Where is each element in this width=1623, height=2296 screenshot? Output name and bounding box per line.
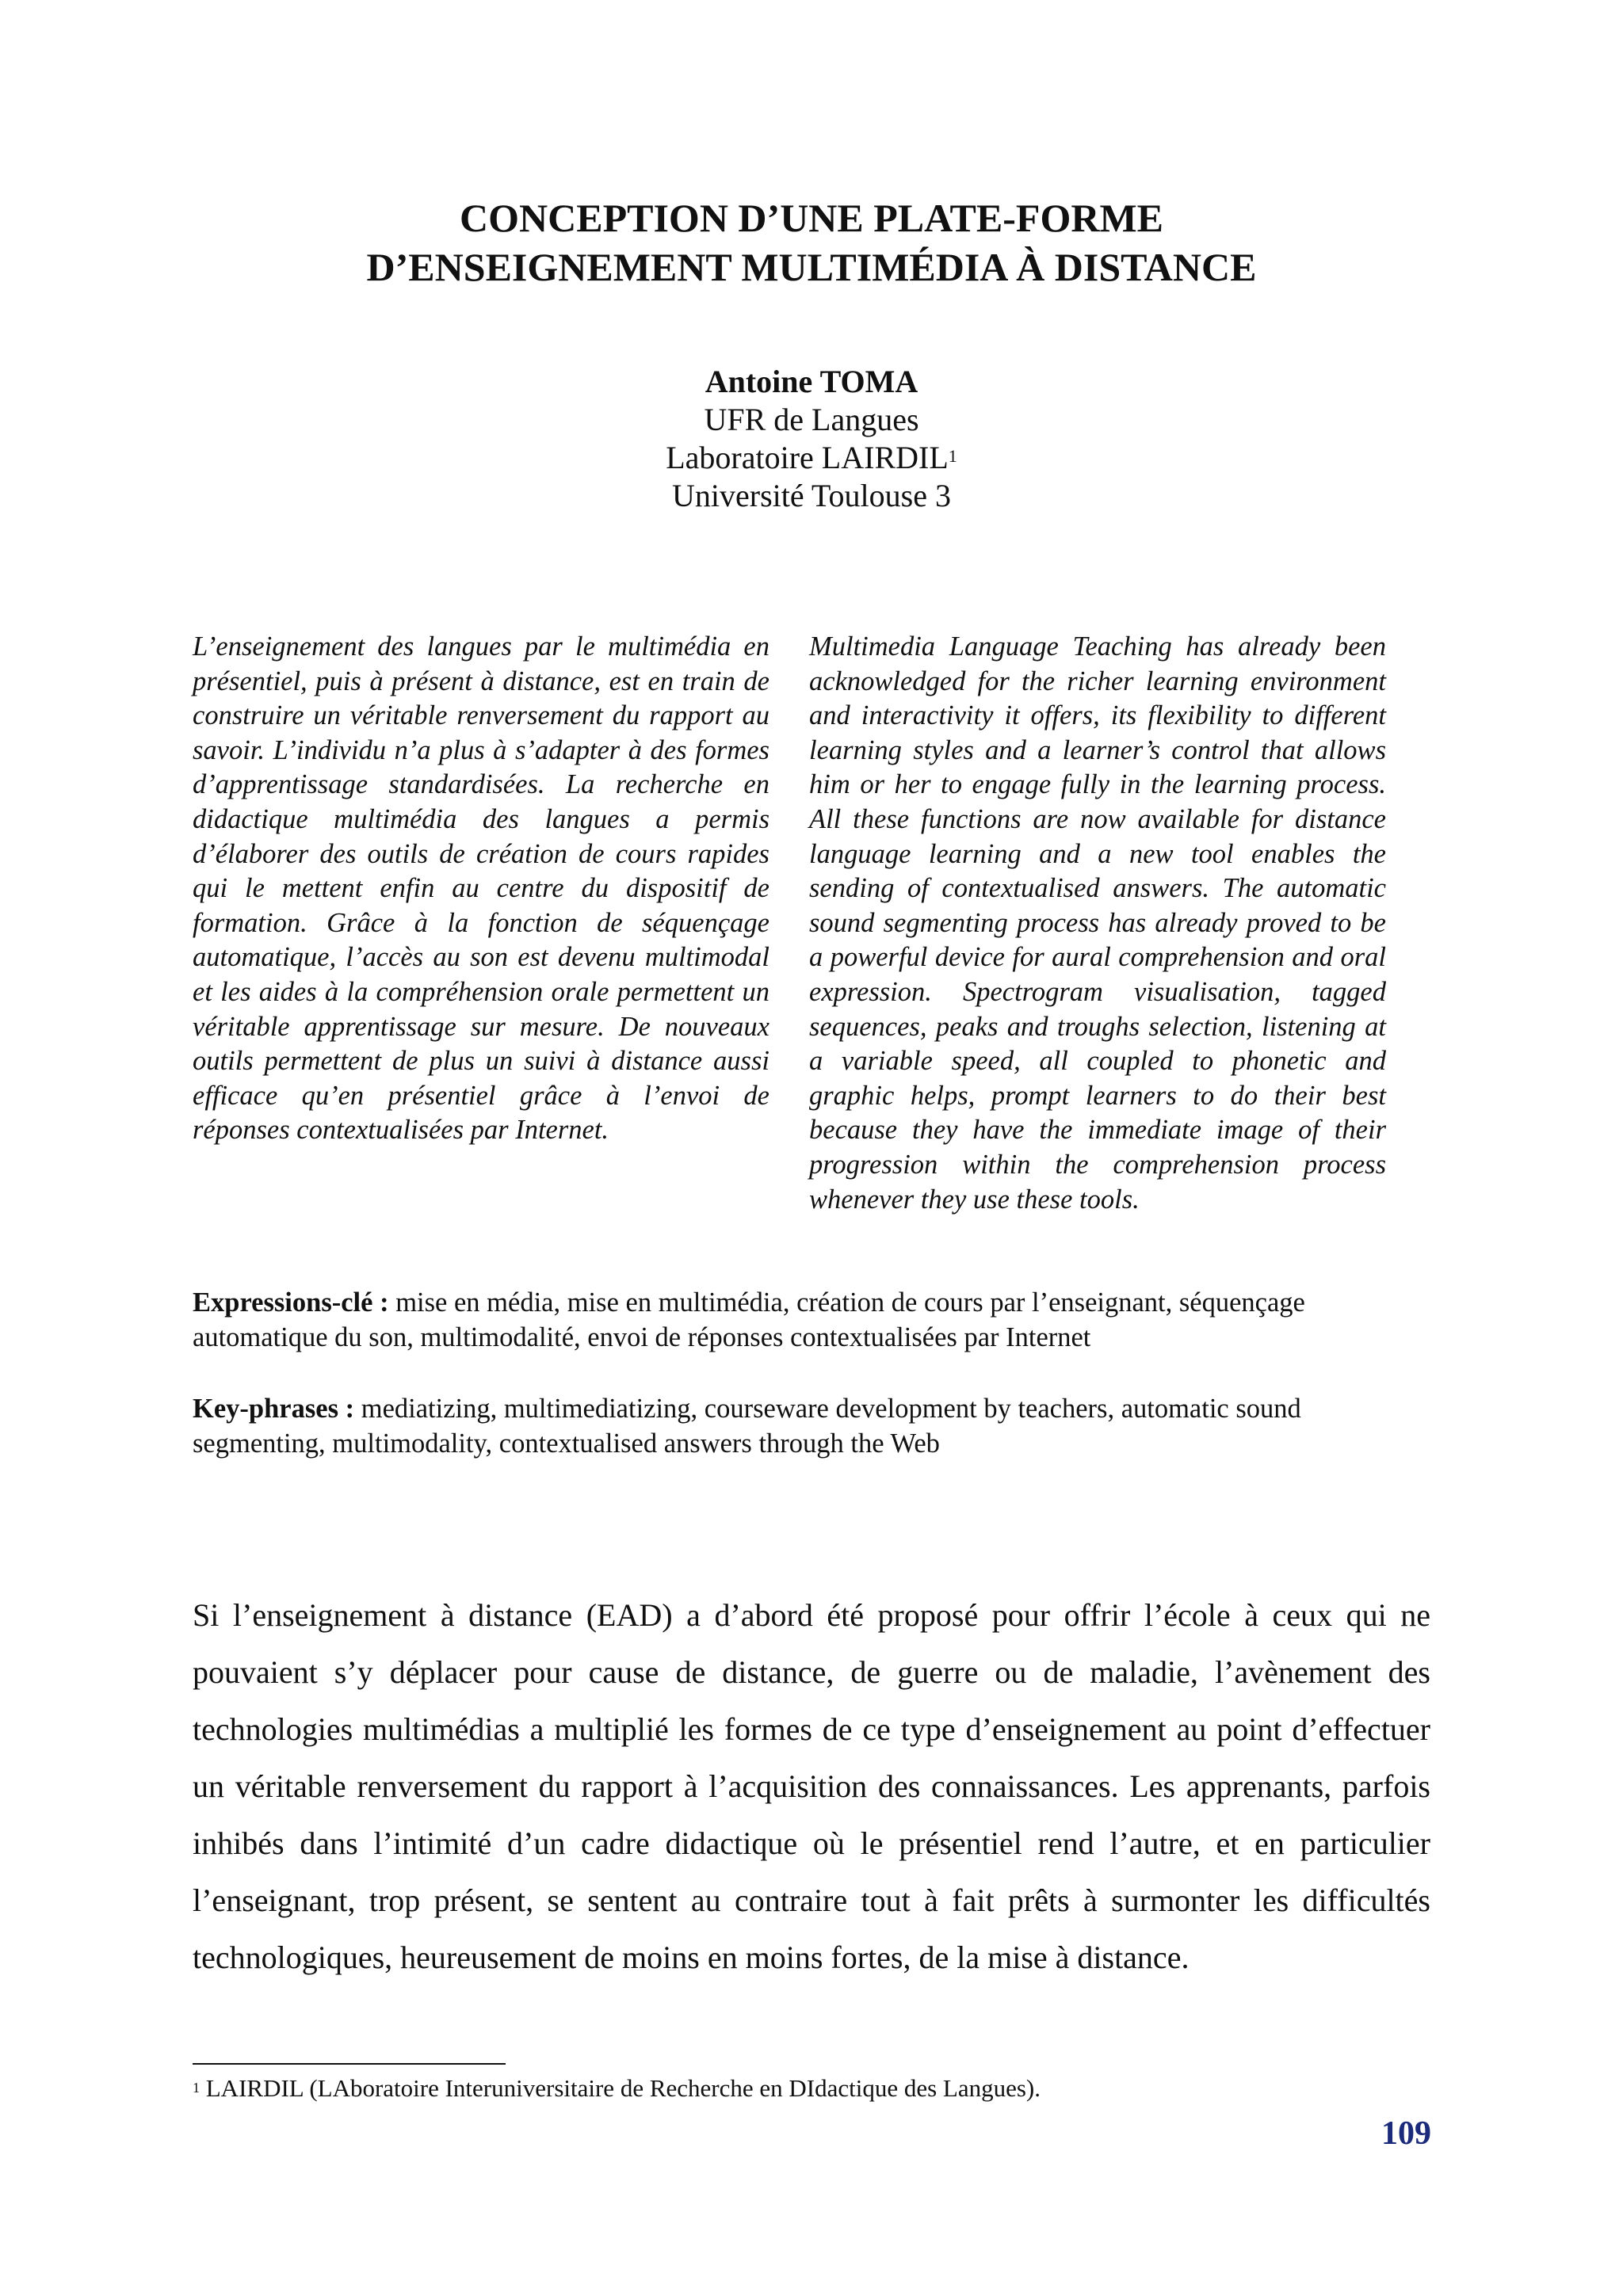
title-line-2: D’ENSEIGNEMENT MULTIMÉDIA À DISTANCE <box>366 245 1257 289</box>
author-university: Université Toulouse 3 <box>672 478 951 513</box>
footnote-mark: 1 <box>193 2080 200 2096</box>
author-department: UFR de Langues <box>704 402 919 437</box>
author-affiliation <box>0 363 1623 515</box>
keywords-english-text: mediatizing, multimediatizing, courseware development by teachers, automatic sound segmenting, multimodality, contextualised answers through the Web <box>193 1394 1301 1459</box>
author-name: Antoine TOMA <box>705 364 918 399</box>
paper-title <box>0 193 1623 292</box>
keywords-english-label: Key-phrases : <box>193 1394 355 1424</box>
abstract-english: Multimedia Language Teaching has already been acknowledged for the richer learning environment and interactivity it offers, its flexibility to different learning styles and a learner’s control that allows him or her to engage fully in the learning process. All these functions are now available for distance language learning and a new tool enables the sending of contextualised answers. The automatic sound segmenting process has already proved to be a powerful device for aural comprehension and oral expression. Spectrogram visualisation, tagged sequences, peaks and troughs selection, listening at a variable speed, all coupled to phonetic and graphic helps, prompt learners to do their best because they have the immediate image of their progression within the comprehension process whenever they use these tools. <box>809 631 1386 1215</box>
footnote-text: LAIRDIL (LAboratoire Interuniversitaire de Recherche en DIdactique des Langues). <box>205 2074 1041 2102</box>
footnote-divider <box>193 2063 506 2065</box>
keywords-french <box>193 1285 1430 1355</box>
author-lab: Laboratoire LAIRDIL <box>666 440 949 475</box>
title-line-1: CONCEPTION D’UNE PLATE-FORME <box>460 196 1163 240</box>
keywords-english <box>193 1391 1430 1461</box>
keywords-french-label: Expressions-clé : <box>193 1287 389 1318</box>
keywords-french-text: mise en média, mise en multimédia, création de cours par l’enseignant, séquençage automatique du son, multimodalité, envoi de réponses contextualisées par Internet <box>193 1287 1305 1352</box>
abstract-french: L’enseignement des langues par le multimédia en présentiel, puis à présent à distance, est en train de construire un véritable renversement du rapport au savoir. L’individu n’a plus à s’adapter à des formes d’apprentissage standardisées. La recherche en didactique multimédia des langues a permis d’élaborer des outils de création de cours rapides qui le mettent enfin au centre du dispositif de formation. Grâce à la fonction de séquençage automatique, l’accès au son est devenu multimodal et les aides à la compréhension orale permettent un véritable apprentissage sur mesure. De nouveaux outils permettent de plus un suivi à distance aussi efficace qu’en présentiel grâce à l’envoi de réponses contextualisées par Internet. <box>193 631 769 1146</box>
footnote-reference[interactable]: 1 <box>948 446 957 466</box>
page-number: 109 <box>1381 2115 1431 2152</box>
author-lab-line <box>0 439 1623 477</box>
body-paragraph: Si l’enseignement à distance (EAD) a d’abord été proposé pour offrir l’école à ceux qui ne pouvaient s’y déplacer pour cause de distance, de guerre ou de maladie, l’avènement des technologies multimédias a multiplié les formes de ce type d’enseignement au point d’effectuer un véritable renversement du rapport à l’acquisition des connaissances. Les apprenants, parfois inhibés dans l’intimité d’un cadre didactique où le présentiel rend l’autre, et en particulier l’enseignant, trop présent, se sentent au contraire tout à fait prêts à surmonter les difficultés technologiques, heureusement de moins en moins fortes, de la mise à distance. <box>193 1597 1430 1975</box>
footnote <box>193 2073 1430 2104</box>
